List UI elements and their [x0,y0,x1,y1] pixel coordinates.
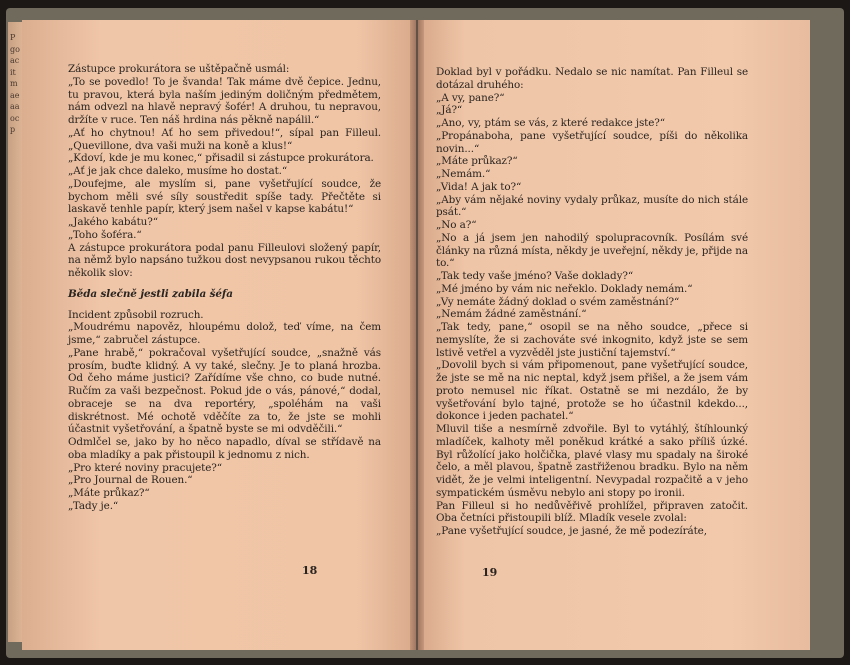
paragraph: Zástupce prokurátora se uštěpačně usmál: [68,63,290,75]
paragraph: „Vida! A jak to?“ [436,180,522,193]
paragraph: „Ať je jak chce daleko, musíme ho dostat.“ [68,165,288,177]
previous-page-edge [8,22,22,642]
paragraph: „Máte průkaz?“ [436,155,518,168]
paragraph: „No a já jsem jen nahodilý spolupracovník. Posílám své články na různá místa, někdy je uveřejní, někdy je, přijde na to.“ [436,231,748,270]
paragraph: „Aby vám nějaké noviny vydaly průkaz, musíte do nich stále psát.“ [436,193,748,219]
paragraph: „Tady je.“ [68,499,119,512]
paragraph: „Máte průkaz?“ [68,487,150,499]
left-page [22,20,416,650]
paragraph: Mluvil tiše a nesmírně zdvořile. Byl to vytáhlý, štíhlounký mladíček, kalhoty měl poněkud krátké a sako příliš úzké. Byl růžolící jako holčička, plavé vlasy mu spadaly na široké čelo, a měl plavou, špatně zastřiženou bradku. Bylo na něm vidět, že je velmi inteligentní. Nevypadal rozpačitě a v jeho sympatickém úsměvu nebylo ani stopy po ironii. [436,423,748,499]
paragraph: „Ano, vy, ptám se vás, z které redakce jste?“ [436,117,665,129]
paragraph: „Tak tedy vaše jméno? Vaše doklady?“ [436,270,634,282]
paragraph: „Nemám.“ [436,168,491,180]
paragraph: „Pane vyšetřující soudce, je jasné, že mě podezíráte, [436,525,707,537]
paragraph: Incident způsobil rozruch. [68,308,204,321]
page-number-left: 18 [302,564,318,577]
paragraph: „Pro Journal de Rouen.“ [68,474,193,487]
paragraph: Doklad byl v pořádku. Nedalo se nic namítat. Pan Filleul se dotázal druhého: [436,66,748,91]
paragraph: „Mé jméno by vám nic neřeklo. Doklady nemám.“ [436,282,693,295]
paragraph: „Moudrému napověz, hloupému dolož, teď víme, na čem jsme,“ zabručel zástupce. [68,321,381,346]
paragraph: A zástupce prokurátora podal panu Filleulovi složený papír, na němž bylo napsáno tužkou dost nevypsanou rukou těchto několik slov: [68,241,381,279]
paragraph: Odmlčel se, jako by ho něco napadlo, díval se střídavě na oba mladíky a pak přistoupil k jednomu z nich. [68,436,381,461]
paragraph: „Ať ho chytnou! Ať ho sem přivedou!“, sípal pan Filleul. „Quevillone, dva vaši muži na koně a klus!“ [68,126,381,152]
paragraph: Pan Filleul si ho nedůvěřivě prohlížel, připraven zatočit. Oba četníci přistoupili blíž. Mladík vesele zvolal: [436,499,748,525]
note-heading: Běda slečně jestli zabila šéfa [68,287,233,300]
paragraph: „Pro které noviny pracujete?“ [68,461,222,474]
page-number-right: 19 [482,566,498,579]
paragraph: „Tak tedy, pane,“ osopil se na něho soudce, „přece si nemyslíte, že si zachováte své inkognito, když jste se sem lstivě vetřel a vyzvěděl jste justiční tajemství.“ [436,321,748,359]
paragraph: „Propánaboha, pane vyšetřující soudce, píši do několika novin...“ [436,129,748,155]
edge-text: Pgoacitmaeaaocp [10,33,20,134]
paragraph: „Jakého kabátu?“ [68,216,158,228]
right-page [418,20,810,650]
book-gutter [410,20,424,650]
paragraph: „To se povedlo! To je švanda! Tak máme dvě čepice. Jednu, tu pravou, která byla naším jediným doličným předmětem, nám odvezl na hlavě nepravý šofér! A druhou, tu nepravou, držíte v ruce. Ten náš hrdina nás pěkně napálil.“ [68,75,381,126]
paragraph: „Toho šoféra.“ [68,228,142,241]
left-page-text [68,63,381,513]
right-page-text [436,66,748,538]
paragraph: „Nemám žádné zaměstnání.“ [436,308,587,321]
paragraph: „Kdoví, kde je mu konec,“ přisadil si zástupce prokurátora. [68,152,374,165]
paragraph: „Já?“ [436,104,463,117]
paragraph: „A vy, pane?“ [436,91,505,104]
paragraph: „Pane hrabě,“ pokračoval vyšetřující soudce, „snažně vás prosím, buďte klidný. A vy také, slečny. Je to planá hrozba. Od čeho máme justici? Zařídíme vše chno, co bude nutné. Ručím za vaši bezpečnost. Pokud jde o vás, pánové,“ dodal, obraceje se na dva reportéry, „spoléhám na vaši diskrétnost. Mé ochotě vděčíte za to, že jste se mohli účastnit vyšetřování, a špatně byste se mi odvděčili.“ [68,346,381,436]
paragraph: „No a?“ [436,219,477,231]
paragraph: „Vy nemáte žádný doklad o svém zaměstnání?“ [436,295,680,308]
paragraph: „Dovolil bych si vám připomenout, pane vyšetřující soudce, že jste se mě na nic neptal, když jsem přišel, a že jsem vám proto nemusel nic říkat. Ostatně se mi nezdálo, že by vyšetřování bylo tajné, protože se ho účastnil kdekdo..., dokonce i jeden pachatel.“ [436,359,748,423]
paragraph: „Doufejme, ale myslím si, pane vyšetřující soudce, že bychom měli své síly soustředit spíše tady. Přečtěte si laskavě tenhle papír, který jsem našel v kapse kabátu!“ [68,177,381,216]
